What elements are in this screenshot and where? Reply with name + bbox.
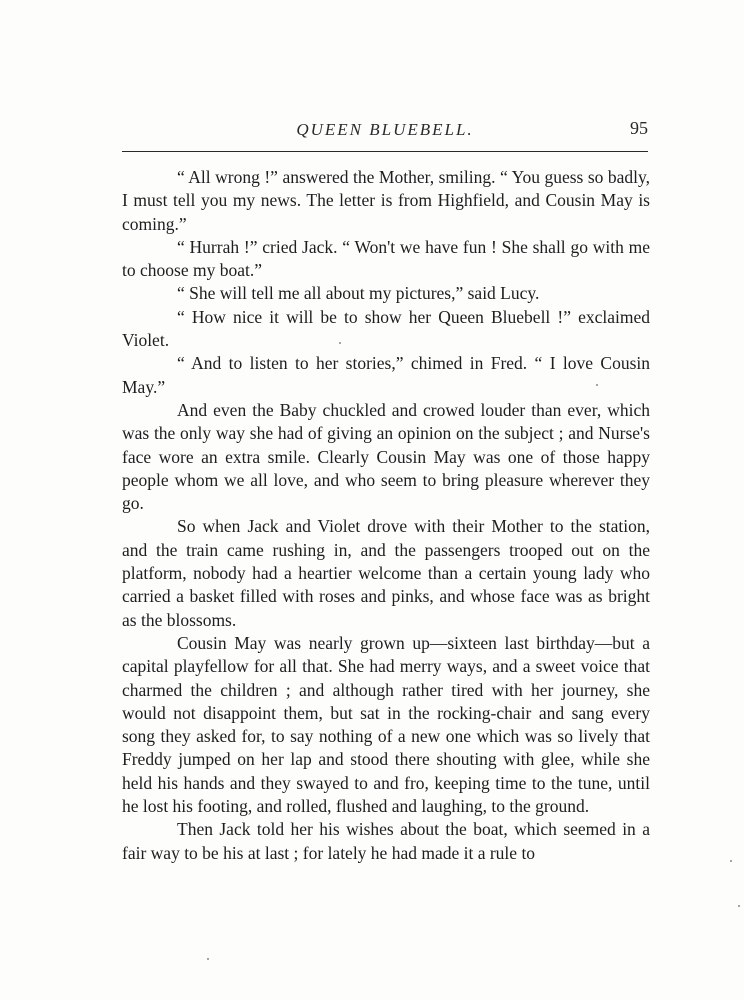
running-header bbox=[122, 116, 648, 144]
body-text bbox=[122, 166, 650, 865]
page-number: 95 bbox=[630, 118, 648, 138]
paragraph: “ She will tell me all about my pictures,” said Lucy. bbox=[177, 283, 540, 304]
paper-speck bbox=[596, 384, 598, 386]
paragraph: “ All wrong !” answered the Mother, smiling. “ You guess so badly, I must tell you my news. The letter is from Highfield, and Cousin May is coming.” bbox=[122, 167, 650, 234]
paper-speck bbox=[738, 905, 740, 907]
paragraph: “ And to listen to her stories,” chimed in Fred. “ I love Cousin May.” bbox=[122, 353, 650, 397]
paper-speck bbox=[339, 342, 341, 344]
paragraph: Then Jack told her his wishes about the boat, which seemed in a fair way to be his at last ; for lately he had made it a rule to bbox=[122, 819, 650, 863]
paper-speck bbox=[207, 958, 209, 960]
paragraph: “ Hurrah !” cried Jack. “ Won't we have fun ! She shall go with me to choose my boat.” bbox=[122, 236, 650, 281]
paper-speck bbox=[730, 860, 732, 862]
paragraph: Cousin May was nearly grown up—sixteen last birthday—but a capital playfellow for all that. She had merry ways, and a sweet voice that charmed the children ; and although rather tired with her journey, she would not disappoint them, but sat in the rocking-chair and sang every song they asked for, to say nothing of a new one which was so lively that Freddy jumped on her lap and stood there shouting with glee, while she held his hands and they swayed to and fro, keeping time to the tune, until he lost his footing, and rolled, flushed and laughing, to the ground. bbox=[122, 632, 650, 817]
paragraph: So when Jack and Violet drove with their Mother to the station, and the train came rushing in, and the passengers trooped out on the platform, nobody had a heartier welcome than a certain young lady who carried a basket filled with roses and pinks, and whose face was as bright as the blossoms. bbox=[122, 516, 650, 630]
header-rule bbox=[122, 151, 648, 152]
running-title: QUEEN BLUEBELL. bbox=[296, 120, 474, 139]
paragraph: And even the Baby chuckled and crowed louder than ever, which was the only way she had of giving an opinion on the subject ; and Nurse's face wore an extra smile. Clearly Cousin May was one of those happy people whom we all love, and who seem to bring pleasure wherever they go. bbox=[122, 399, 650, 514]
paragraph: “ How nice it will be to show her Queen Bluebell !” exclaimed Violet. bbox=[122, 306, 650, 351]
